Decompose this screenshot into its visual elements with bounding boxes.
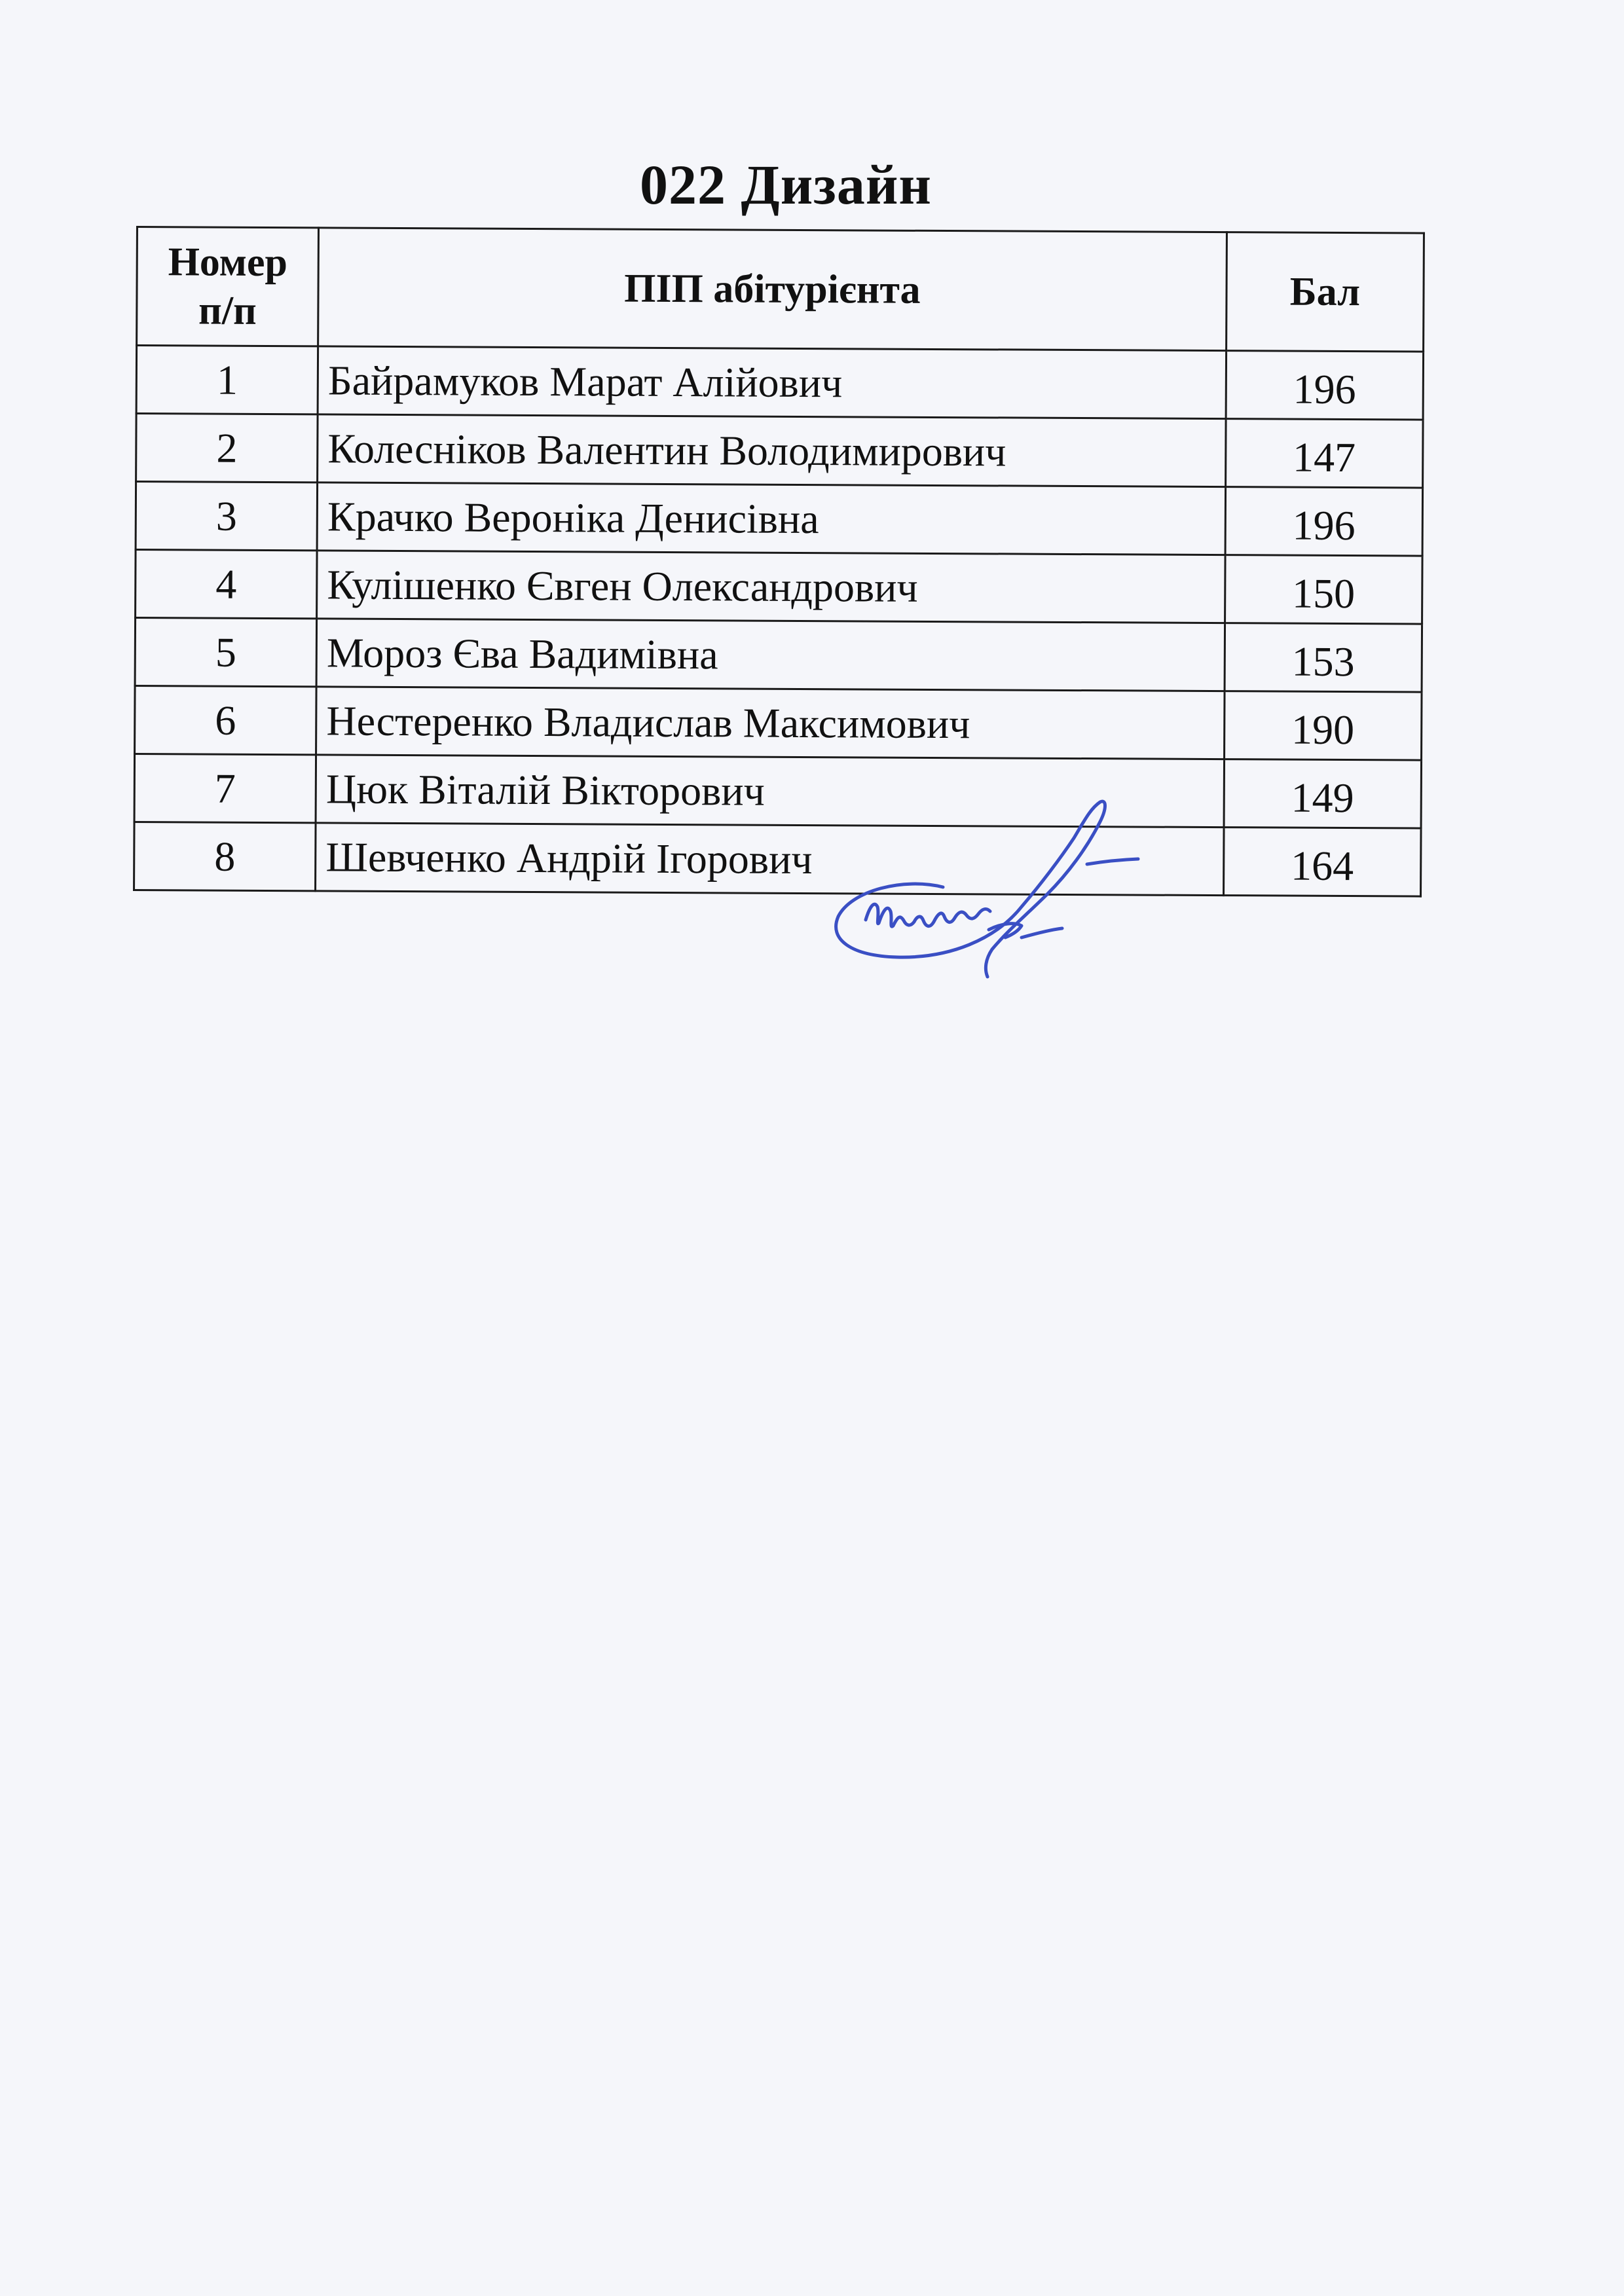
- row-name: Колесніков Валентин Володимирович: [318, 414, 1226, 487]
- table-row: [136, 482, 1422, 556]
- row-name: Байрамуков Марат Алійович: [318, 346, 1226, 419]
- header-name: ПІП абітурієнта: [318, 228, 1227, 351]
- row-number: 7: [134, 754, 316, 822]
- row-name: Кулішенко Євген Олександрович: [317, 551, 1225, 623]
- row-name: Крачко Вероніка Денисівна: [317, 483, 1225, 555]
- table-row: [136, 550, 1422, 625]
- table-row: [136, 414, 1423, 488]
- row-score: 150: [1225, 555, 1422, 624]
- table-row: [135, 618, 1422, 693]
- row-number: 3: [136, 482, 318, 551]
- row-number: 2: [136, 414, 318, 483]
- results-table: [133, 226, 1425, 898]
- header-score: Бал: [1226, 232, 1424, 352]
- row-score: 147: [1225, 419, 1423, 488]
- row-score: 164: [1223, 828, 1421, 896]
- page-title: 022 Дизайн: [640, 153, 932, 216]
- table-row: [135, 685, 1422, 760]
- signature-strokes: [836, 801, 1138, 977]
- row-score: 149: [1224, 759, 1422, 828]
- table-row: [136, 346, 1423, 420]
- row-score: 153: [1225, 623, 1422, 692]
- row-name: Мороз Єва Вадимівна: [316, 619, 1225, 691]
- table-header-row: [137, 227, 1424, 352]
- row-number: 4: [136, 550, 318, 619]
- table-row: [134, 754, 1421, 828]
- handwritten-signature: [825, 766, 1166, 989]
- row-number: 5: [135, 618, 317, 687]
- header-number-line2: п/п: [198, 288, 257, 333]
- row-score: 196: [1226, 351, 1424, 420]
- row-number: 8: [134, 822, 316, 890]
- table-row: [134, 822, 1421, 896]
- row-name: Цюк Віталій Вікторович: [316, 755, 1224, 828]
- row-score: 190: [1224, 691, 1422, 760]
- row-name: Нестеренко Владислав Максимович: [316, 687, 1225, 759]
- row-number: 1: [136, 346, 318, 414]
- row-score: 196: [1225, 487, 1423, 556]
- header-number: [137, 227, 319, 346]
- row-number: 6: [135, 685, 317, 754]
- row-name: Шевченко Андрій Ігорович: [316, 823, 1224, 896]
- header-number-line1: Номер: [168, 240, 288, 285]
